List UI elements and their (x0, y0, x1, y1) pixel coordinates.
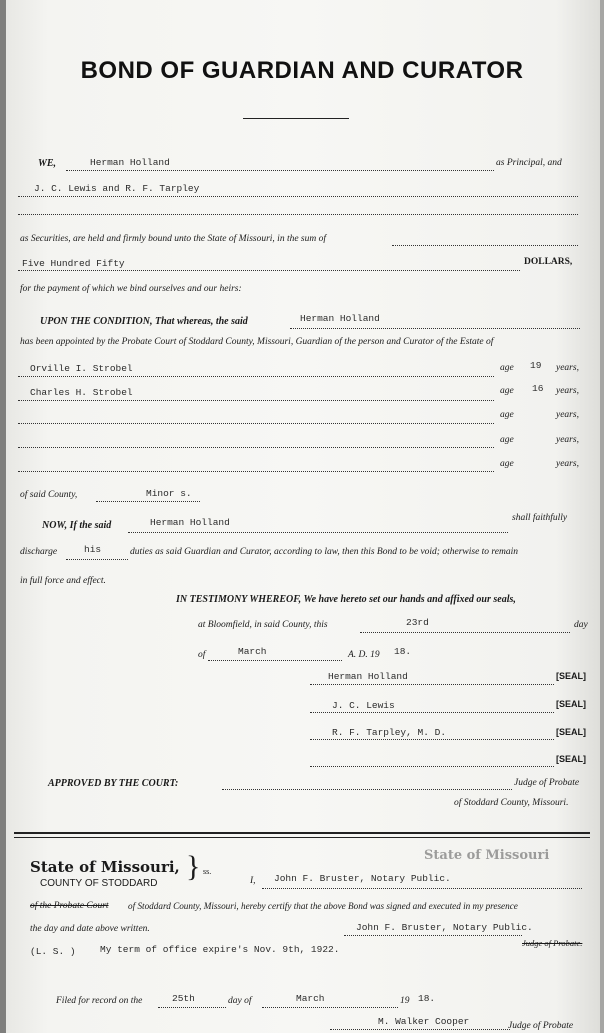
approved-line (222, 789, 512, 790)
age-label: age (500, 363, 514, 373)
securities-line (18, 196, 578, 197)
county-line-label: of said County, (20, 490, 78, 500)
now-line (128, 532, 508, 533)
year-value: 18. (394, 646, 412, 657)
brace-glyph: } (186, 850, 201, 883)
county-line (96, 501, 200, 502)
age-label: age (500, 410, 514, 420)
filed-day-line (158, 1007, 226, 1008)
ward-line (18, 400, 494, 401)
signature-line (310, 712, 554, 713)
we-label: WE, (38, 158, 57, 169)
ward-line (18, 423, 494, 424)
approved-label: APPROVED BY THE COURT: (48, 778, 179, 789)
signature-name: J. C. Lewis (332, 700, 395, 711)
cert-signature: John F. Bruster, Notary Public. (356, 922, 533, 933)
filed-year-prefix: 19 (400, 996, 410, 1006)
scan-edge-left (0, 0, 6, 1033)
date-text: the day and date above written. (30, 924, 150, 934)
ward-age: 16 (532, 383, 544, 394)
officer-line (262, 888, 582, 889)
years-label: years, (556, 386, 579, 396)
ward-name: Orville I. Strobel (30, 363, 133, 374)
signature-line (310, 684, 554, 685)
signature-name: R. F. Tarpley, M. D. (332, 727, 447, 738)
of-label: of (198, 650, 206, 660)
seal-label: [SEAL] (556, 727, 586, 737)
age-label: age (500, 435, 514, 445)
principal-name: Herman Holland (90, 157, 170, 168)
ss-label: ss. (203, 867, 212, 876)
separator-rule-thin (14, 837, 590, 838)
force-text: in full force and effect. (20, 576, 106, 586)
cert-signature-line (344, 935, 522, 936)
sum-line (18, 270, 520, 271)
i-label: I, (250, 876, 256, 886)
payment-text: for the payment of which we bind ourselves and our heirs: (20, 284, 242, 294)
month-value: March (238, 646, 267, 657)
certificate-county: COUNTY OF STODDARD (40, 878, 158, 889)
ad-label: A. D. 19 (348, 650, 380, 660)
sum-words: Five Hundred Fifty (22, 258, 125, 269)
testimony-text: IN TESTIMONY WHEREOF, We have hereto set our hands and affixed our seals, (176, 594, 516, 605)
commission-text: My term of office expire's Nov. 9th, 1922. (100, 944, 340, 955)
signature-name: Herman Holland (328, 671, 408, 682)
clerk-line (330, 1029, 510, 1030)
principal-suffix: as Principal, and (496, 158, 562, 168)
month-line (208, 660, 342, 661)
filed-month-line (262, 1007, 398, 1008)
day-value: 23rd (406, 617, 429, 628)
years-label: years, (556, 410, 579, 420)
securities-text: as Securities, are held and firmly bound unto the State of Missouri, in the sum of (20, 234, 326, 244)
ward-age: 19 (530, 360, 542, 371)
separator-rule (14, 832, 590, 834)
condition-name: Herman Holland (300, 313, 380, 324)
condition-line (290, 328, 580, 329)
signature-line (310, 739, 554, 740)
now-lead: NOW, If the said (42, 520, 112, 531)
filed-year: 18. (418, 993, 436, 1004)
sum-lead-line (392, 245, 578, 246)
certificate-state: State of Missouri, (30, 858, 180, 876)
ward-line (18, 376, 494, 377)
duties-text: duties as said Guardian and Curator, according to law, then this Bond to be void; otherwise to remain (130, 547, 518, 557)
scan-edge-right (600, 0, 604, 1033)
seal-label: [SEAL] (556, 699, 586, 709)
dollars-label: DOLLARS, (524, 257, 573, 267)
certify-text: of Stoddard County, Missouri, hereby certify that the above Bond was signed and executed in my presence (128, 901, 518, 911)
judge-label: Judge of Probate (514, 778, 580, 788)
age-label: age (500, 386, 514, 396)
principal-line (66, 170, 494, 171)
years-label: years, (556, 435, 579, 445)
county-label: of Stoddard County, Missouri. (454, 798, 569, 808)
securities-names: J. C. Lewis and R. F. Tarpley (34, 183, 200, 194)
clerk-title: Judge of Probate (508, 1021, 574, 1031)
document-title: BOND OF GUARDIAN AND CURATOR (80, 57, 524, 84)
cert-judge-struck: Judge of Probate. (522, 938, 583, 948)
filed-label: Filed for record on the (56, 996, 143, 1006)
day-line (360, 632, 570, 633)
filed-day: 25th (172, 993, 195, 1004)
signature-line (310, 766, 554, 767)
ls-label: (L. S. ) (30, 946, 76, 957)
place-text: at Bloomfield, in said County, this (198, 620, 328, 630)
seal-label: [SEAL] (556, 754, 586, 764)
faithfully-label: shall faithfully (512, 513, 568, 523)
appointed-text: has been appointed by the Probate Court of Stoddard County, Missouri, Guardian of the person and Curator of the Estate of (20, 337, 494, 347)
minors-value: Minor s. (146, 488, 192, 499)
years-label: years, (556, 459, 579, 469)
filed-day-label: day of (228, 996, 252, 1006)
condition-lead: UPON THE CONDITION, That whereas, the said (40, 316, 248, 327)
struck-court: of the Probate Court (30, 901, 109, 911)
title-underline (243, 118, 349, 119)
now-name: Herman Holland (150, 517, 230, 528)
officer-name: John F. Bruster, Notary Public. (274, 873, 451, 884)
filed-month: March (296, 993, 325, 1004)
day-label: day (574, 620, 588, 630)
clerk-name: M. Walker Cooper (378, 1016, 470, 1027)
years-label: years, (556, 363, 579, 373)
faint-stamp: State of Missouri (424, 848, 550, 863)
ward-line (18, 471, 494, 472)
age-label: age (500, 459, 514, 469)
ward-name: Charles H. Strobel (30, 387, 133, 398)
pronoun-value: his (84, 544, 102, 555)
discharge-label: discharge (20, 547, 58, 557)
ward-line (18, 447, 494, 448)
pronoun-line (66, 559, 128, 560)
blank-line (18, 214, 578, 215)
seal-label: [SEAL] (556, 671, 586, 681)
